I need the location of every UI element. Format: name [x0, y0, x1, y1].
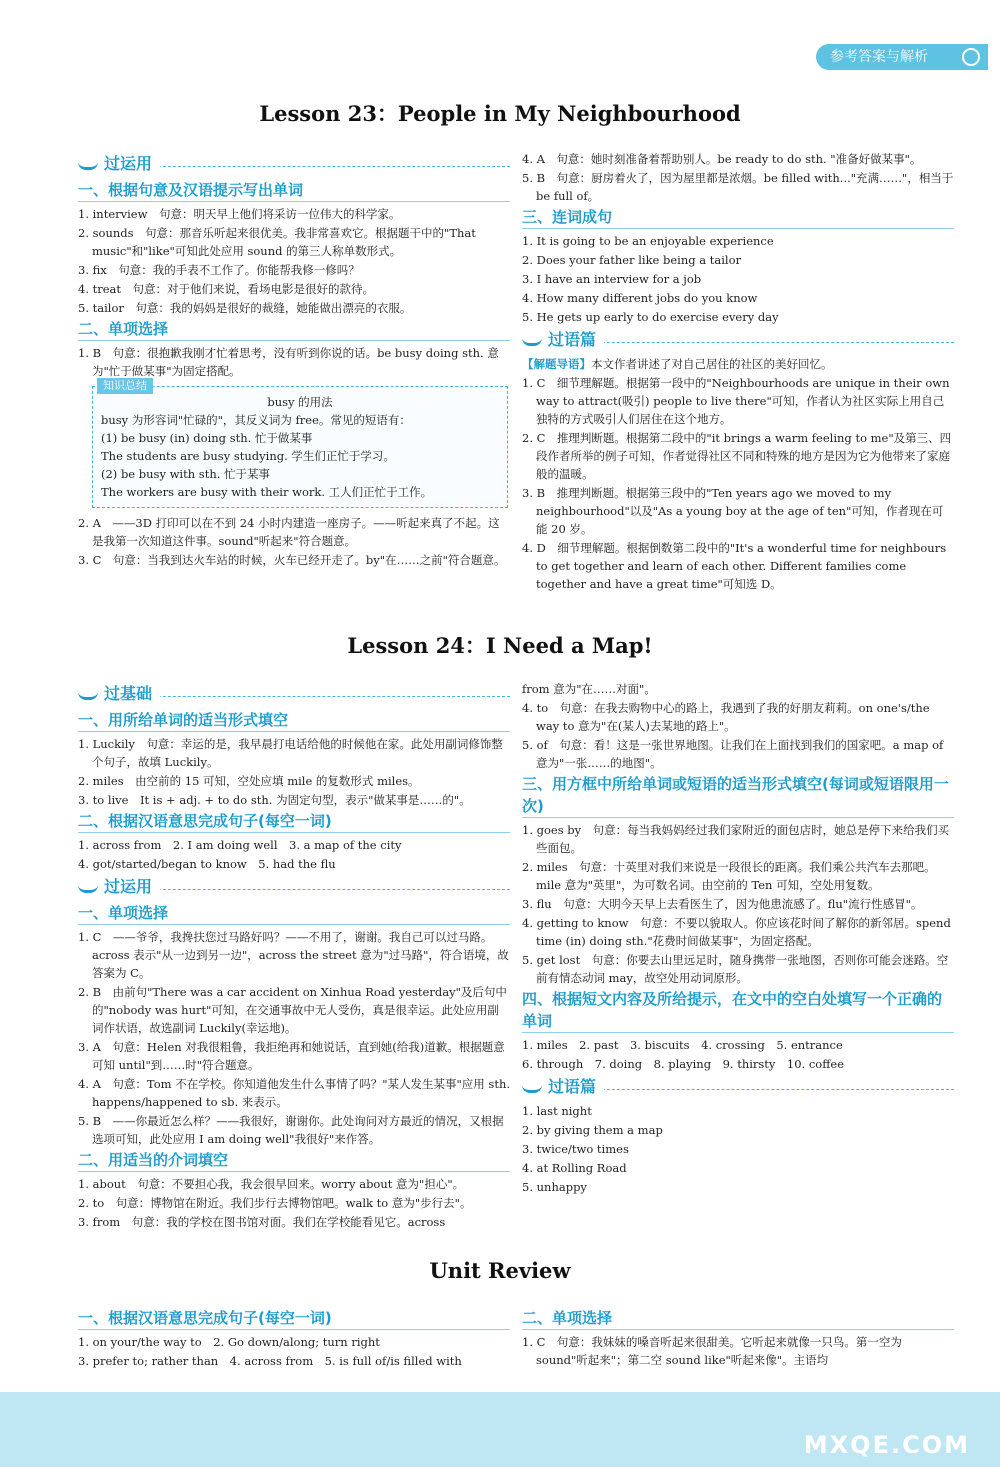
answer-item: 1. on your/the way to 2. Go down/along; turn right: [78, 1335, 380, 1349]
answer-item: 2. A ——3D 打印可以在不到 24 小时内建造一座房子。——听起来真了不起。这是我第一次知道这件事。sound"听起来"符合题意。: [78, 516, 500, 548]
answer-item: 1. miles 2. past 3. biscuits 4. crossing 5. entrance: [522, 1038, 843, 1052]
subsection-title: 一、用所给单词的适当形式填空: [78, 709, 510, 732]
answer-item: 4. D 细节理解题。根据倒数第二段中的"It's a wonderful time for neighbours to get together and learn of each other. Different families come together and have a great time"可知选 D。: [522, 541, 947, 591]
note-line: The workers are busy with their work. 工人们正忙于工作。: [101, 485, 433, 499]
answer-item: 2. miles 句意：十英里对我们来说是一段很长的距离。我们乘公共汽车去那吧。mile 意为"英里"，为可数名词。由空前的 Ten 可知，空处用复数。: [522, 860, 936, 892]
answer-item: 2. to 句意：博物馆在附近。我们步行去博物馆吧。walk to 意为"步行去"。: [78, 1196, 472, 1210]
answer-item: 3. flu 句意：大明今天早上去看医生了，因为他患流感了。flu"流行性感冒"。: [522, 897, 923, 911]
answer-item: 5. B 句意：厨房着火了，因为屋里都是浓烟。be filled with..."充满……"，相当于 be full of。: [522, 171, 954, 203]
subsection-title: 一、单项选择: [78, 902, 510, 925]
answer-item: 1. It is going to be an enjoyable experience: [522, 234, 774, 248]
subsection-title: 二、用适当的介词填空: [78, 1149, 510, 1172]
answer-item: 3. prefer to; rather than 4. across from 5. is full of/is filled with: [78, 1354, 462, 1368]
lesson24-left-column: [78, 680, 510, 1240]
answer-item: 1. last night: [522, 1104, 592, 1118]
answer-item: 5. B ——你最近怎么样？——我很好，谢谢你。此处询问对方最近的情况，又根据选项可知，此处应用 I am doing well"我很好"来作答。: [78, 1114, 504, 1146]
answer-item: 3. fix 句意：我的手表不工作了。你能帮我修一修吗？: [78, 263, 360, 277]
lesson24-title: Lesson 24：I Need a Map!: [347, 633, 653, 658]
section-header: 过运用: [78, 875, 510, 899]
rocket-icon: [962, 48, 980, 66]
answer-item: 5. unhappy: [522, 1180, 587, 1194]
answer-item: 1. interview 句意：明天早上他们将采访一位伟大的科学家。: [78, 207, 401, 221]
lesson23-right-column: [522, 150, 954, 610]
answer-item: 4. to 句意：在我去购物中心的路上，我遇到了我的好朋友莉莉。on one's/the way to 意为"在(某人)去某地的路上"。: [522, 701, 930, 733]
intro-line: 【解题导语】本文作者讲述了对自己居住的社区的美好回忆。: [522, 357, 833, 371]
knowledge-summary-label: 知识总结: [97, 378, 153, 394]
answer-item: 3. from 句意：我的学校在图书馆对面。我们在学校能看见它。across: [78, 1215, 446, 1229]
answer-item: 1. C 细节理解题。根据第一段中的"Neighbourhoods are unique in their own way to attract(吸引) people to live there"可知，作者认为社区实际上用自己独特的方式吸引人们居住在这个地方。: [522, 376, 950, 426]
subsection-title: 一、根据句意及汉语提示写出单词: [78, 179, 510, 202]
note-title: busy 的用法: [267, 395, 333, 409]
section-header: 过基础: [78, 682, 510, 706]
answer-item: 3. B 推理判断题。根据第三段中的"Ten years ago we moved to my neighbourhood"以及"As a young boy at the age of ten"可知，作者现在可能 20 岁。: [522, 486, 944, 536]
answer-item: 3. C 句意：当我到达火车站的时候，火车已经开走了。by"在……之前"符合题意。: [78, 553, 506, 567]
answer-item: 2. C 推理判断题。根据第二段中的"it brings a warm feeling to me"及第三、四段作者所举的例子可知，作者觉得社区不同和特殊的地方是因为它为他带来了家庭般的温暖。: [522, 431, 952, 481]
answer-item: from 意为"在……对面"。: [522, 682, 656, 696]
watermark: MXQE.COM: [803, 1431, 970, 1459]
answer-item: 6. through 7. doing 8. playing 9. thirsty 10. coffee: [522, 1057, 845, 1071]
unit-review-right: [522, 1306, 954, 1386]
lesson23-left-column: [78, 150, 510, 610]
answer-item: 3. I have an interview for a job: [522, 272, 702, 286]
lesson24-right-column: [522, 680, 954, 1240]
subsection-title: 二、单项选择: [78, 318, 510, 341]
answer-item: 5. He gets up early to do exercise every day: [522, 310, 779, 324]
answer-item: 4. A 句意：Tom 不在学校。你知道他发生什么事情了吗？"某人发生某事"应用 sth. happens/happened to sb. 来表示。: [78, 1077, 510, 1109]
unit-review-left: [78, 1306, 510, 1386]
subsection-title: 三、连词成句: [522, 206, 954, 229]
answer-item: 4. treat 句意：对于他们来说，看场电影是很好的款待。: [78, 282, 375, 296]
answer-item: 3. A 句意：Helen 对我很粗鲁，我拒绝再和她说话，直到她(给我)道歉。根据题意可知 until"到……时"符合题意。: [78, 1040, 505, 1072]
answer-item: 1. goes by 句意：每当我妈妈经过我们家附近的面包店时，她总是停下来给我们买些面包。: [522, 823, 950, 855]
answer-item: 2. by giving them a map: [522, 1123, 663, 1137]
subsection-title: 四、根据短文内容及所给提示，在文中的空白处填写一个正确的单词: [522, 988, 954, 1033]
section-header: 过语篇: [522, 328, 954, 352]
answer-item: 5. get lost 句意：你要去山里远足时，随身携带一张地图，否则你可能会迷路。空前有情态动词 may，故空处用动词原形。: [522, 953, 949, 985]
answer-item: 4. getting to know 句意：不要以貌取人。你应该花时间了解你的新邻居。spend time (in) doing sth."花费时间做某事"，为固定搭配。: [522, 916, 951, 948]
section-header: 过语篇: [522, 1075, 954, 1099]
answer-item: 1. C 句意：我妹妹的嗓音听起来很甜美。它听起来就像一只鸟。第一空为 sound"听起来"；第二空 sound like"听起来像"。主语均: [522, 1335, 902, 1367]
answer-item: 3. to live It is + adj. + to do sth. 为固定句型，表示"做某事是……的"。: [78, 793, 471, 807]
section-header: 过运用: [78, 152, 510, 176]
answer-item: 1. C ——爷爷，我搀扶您过马路好吗？——不用了，谢谢。我自己可以过马路。across 表示"从一边到另一边"，across the street 意为"过马路"，符合语境，故答案为 C。: [78, 930, 509, 980]
answer-item: 2. Does your father like being a tailor: [522, 253, 742, 267]
answer-item: 2. sounds 句意：那音乐听起来很优美。我非常喜欢它。根据题干中的"That music"和"like"可知此处应用 sound 的第三人称单数形式。: [78, 226, 476, 258]
bottom-band: [0, 1392, 1000, 1467]
answer-item: 2. B 由前句"There was a car accident on Xinhua Road yesterday"及后句中的"nobody was hurt"可知，在交通事故中无人受伤，真是很幸运。此处应用副词作状语，故选副词 Luckily(幸运地)。: [78, 985, 507, 1035]
answer-item: 5. tailor 句意：我的妈妈是很好的裁缝，她能做出漂亮的衣服。: [78, 301, 412, 315]
header-tag: [816, 44, 988, 70]
knowledge-summary-box: [92, 379, 508, 508]
lesson23-title: Lesson 23：People in My Neighbourhood: [259, 101, 741, 126]
subsection-title: 二、单项选择: [522, 1307, 954, 1330]
answer-item: 4. How many different jobs do you know: [522, 291, 758, 305]
subsection-title: 二、根据汉语意思完成句子(每空一词): [78, 810, 510, 833]
answer-item: 1. across from 2. I am doing well 3. a map of the city: [78, 838, 402, 852]
answer-item: 4. A 句意：她时刻准备着帮助别人。be ready to do sth. "准备好做某事"。: [522, 152, 922, 166]
subsection-title: 一、根据汉语意思完成句子(每空一词): [78, 1307, 510, 1330]
answer-item: 2. miles 由空前的 15 可知，空处应填 mile 的复数形式 miles。: [78, 774, 420, 788]
answer-item: 5. of 句意：看！这是一张世界地图。让我们在上面找到我们的国家吧。a map of 意为"一张……的地图"。: [522, 738, 944, 770]
note-line: The students are busy studying. 学生们正忙于学习。: [101, 449, 395, 463]
answer-item: 1. B 句意：很抱歉我刚才忙着思考，没有听到你说的话。be busy doing sth. 意为"忙于做某事"为固定搭配。: [78, 346, 499, 378]
note-line: (2) be busy with sth. 忙于某事: [101, 467, 271, 481]
answer-item: 4. at Rolling Road: [522, 1161, 627, 1175]
answer-item: 4. got/started/began to know 5. had the flu: [78, 857, 336, 871]
unit-review-title: Unit Review: [429, 1258, 571, 1283]
subsection-title: 三、用方框中所给单词或短语的适当形式填空(每词或短语限用一次): [522, 773, 954, 818]
note-line: (1) be busy (in) doing sth. 忙于做某事: [101, 431, 313, 445]
header-tag-label: 参考答案与解析: [830, 49, 928, 65]
answer-item: 3. twice/two times: [522, 1142, 629, 1156]
answer-item: 1. Luckily 句意：幸运的是，我早晨打电话给他的时候他在家。此处用副词修饰整个句子，故填 Luckily。: [78, 737, 503, 769]
note-line: busy 为形容词"忙碌的"，其反义词为 free。常见的短语有：: [101, 413, 411, 427]
answer-item: 1. about 句意：不要担心我，我会很早回来。worry about 意为"担心"。: [78, 1177, 465, 1191]
